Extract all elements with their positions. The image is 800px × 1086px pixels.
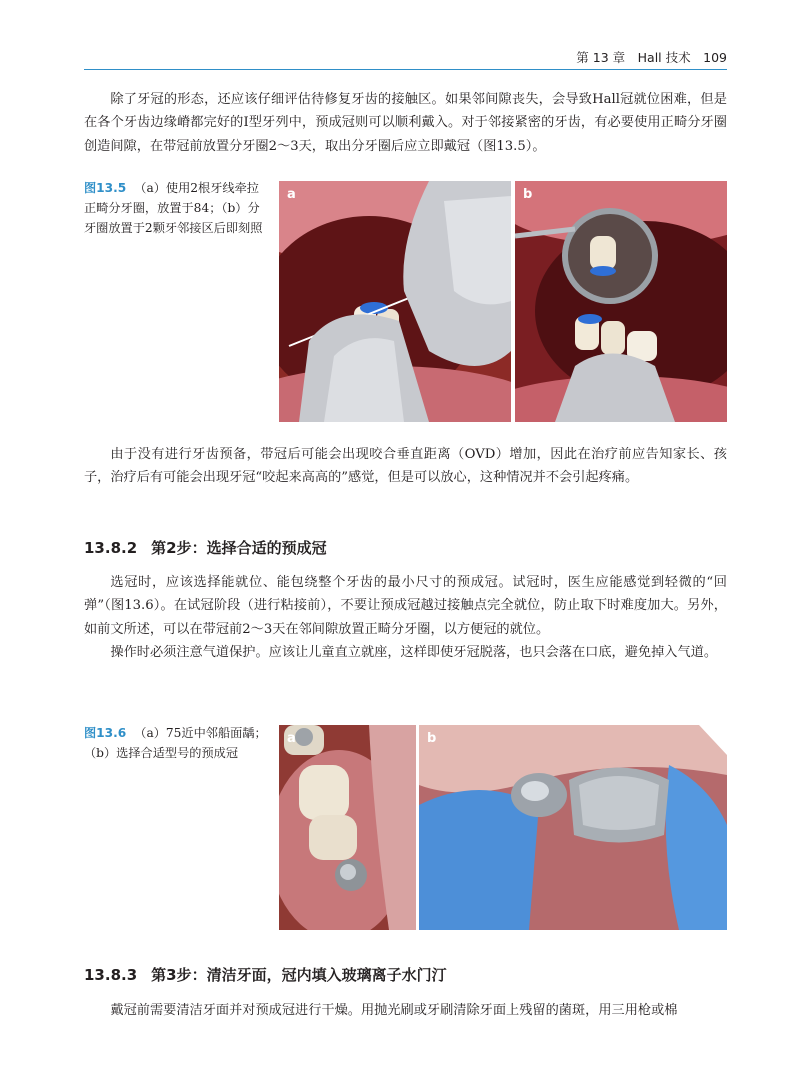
paragraph-text: 选冠时，应该选择能就位、能包绕整个牙齿的最小尺寸的预成冠。试冠时，医生应能感觉到轻微的“回弹”（图13.6）。在试冠阶段（进行粘接前），不要让预成冠越过接触点完全就位，防止取下时难度加大。另外，如前文所述，可以在带冠前2～3天在邻间隙放置正畸分牙圈，以方便冠的就位。 <box>84 575 727 637</box>
figure-label: 图13.5 <box>84 181 127 195</box>
figure-13-6-caption <box>84 723 270 763</box>
figure-caption-text: （a）75近中邻船面龋；（b）选择合适型号的预成冠 <box>84 726 267 760</box>
paragraph-contact-area <box>84 88 727 158</box>
paragraph-text: 由于没有进行牙齿预备，带冠后可能会出现咬合垂直距离（OVD）增加，因此在治疗前应告知家长、孩子，治疗后有可能会出现牙冠“咬起来高高的”感觉，但是可以放心，这种情况并不会引起疼痛。 <box>84 447 727 486</box>
intraoral-photo-caries <box>279 725 416 930</box>
paragraph-clean-surface <box>84 999 727 1022</box>
figure-13-5-caption <box>84 178 270 238</box>
paragraph-select-crown <box>84 571 727 664</box>
section-title: 第2步：选择合适的预成冠 <box>151 539 327 557</box>
intraoral-photo-separator-floss <box>279 181 511 422</box>
intraoral-photo-preformed-crown <box>419 725 727 930</box>
section-number: 13.8.3 <box>84 966 138 984</box>
figure-13-6a-photo <box>279 725 416 930</box>
paragraph-text: 操作时必须注意气道保护。应该让儿童直立就座，这样即使牙冠脱落，也只会落在口底，避免掉入气道。 <box>110 644 718 660</box>
figure-13-6b-photo <box>419 725 727 930</box>
section-heading-13-8-2 <box>84 537 327 558</box>
figure-caption-text: （a）使用2根牙线牵拉正畸分牙圈，放置于84；（b）分牙圈放置于2颗牙邻接区后即刻照 <box>84 181 263 235</box>
running-head: 第 13 章 Hall 技术 109 <box>576 50 727 65</box>
panel-label-b: b <box>427 731 437 746</box>
paragraph-text: 除了牙冠的形态，还应该仔细评估待修复牙齿的接触区。如果邻间隙丧失，会导致Hall冠就位困难，但是在各个牙齿边缘嵴都完好的Ⅰ型牙列中，预成冠则可以顺利戴入。对于邻接紧密的牙齿，有必要使用正畸分牙圈创造间隙，在带冠前放置分牙圈2～3天，取出分牙圈后应立即戴冠（图13.5）。 <box>84 92 727 154</box>
panel-label-b: b <box>523 187 533 202</box>
section-heading-13-8-3 <box>84 964 447 985</box>
paragraph-text: 戴冠前需要清洁牙面并对预成冠进行干燥。用抛光刷或牙刷清除牙面上残留的菌斑，用三用枪或棉 <box>110 1003 678 1018</box>
figure-13-5a-photo <box>279 181 511 422</box>
header-rule <box>84 69 727 70</box>
panel-label-a: a <box>287 187 296 202</box>
page-header <box>84 44 727 70</box>
figure-13-5b-photo <box>515 181 727 422</box>
intraoral-photo-separator-placed <box>515 181 727 422</box>
section-number: 13.8.2 <box>84 539 138 557</box>
section-title: 第3步：清洁牙面，冠内填入玻璃离子水门汀 <box>151 966 447 984</box>
paragraph-ovd <box>84 443 727 490</box>
figure-label: 图13.6 <box>84 726 127 740</box>
panel-label-a: a <box>287 731 296 746</box>
